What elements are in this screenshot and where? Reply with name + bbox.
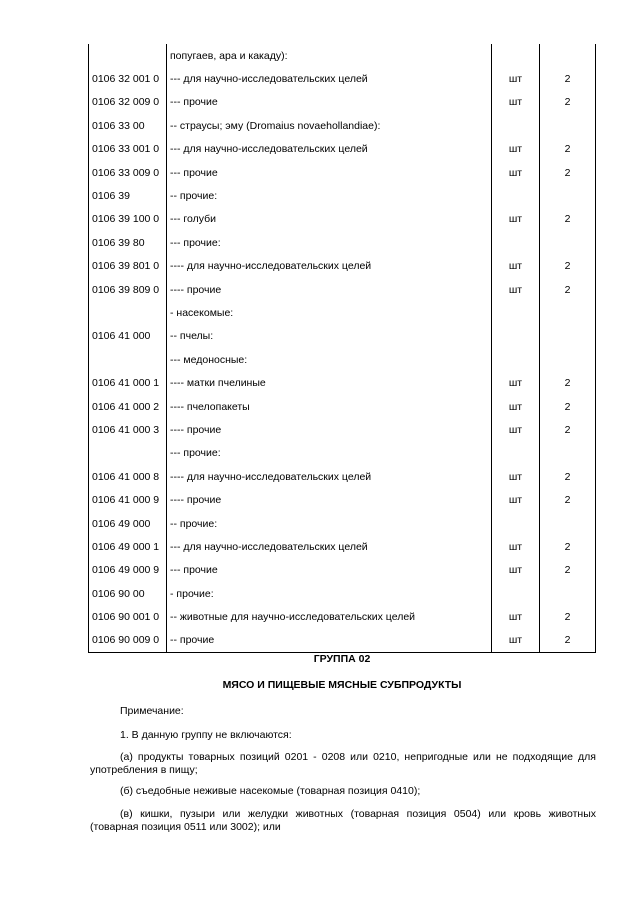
table-row — [89, 114, 596, 137]
table-row — [89, 161, 596, 184]
name-cell: -- прочие: — [167, 184, 492, 207]
unit-cell — [492, 348, 540, 371]
table-row — [89, 138, 596, 161]
code-cell: 0106 39 801 0 — [89, 255, 167, 278]
unit-cell: шт — [492, 605, 540, 628]
unit-cell: шт — [492, 418, 540, 441]
name-cell: ---- пчелопакеты — [167, 395, 492, 418]
unit-cell: шт — [492, 371, 540, 394]
unit-cell — [492, 184, 540, 207]
code-cell: 0106 49 000 1 — [89, 535, 167, 558]
group-title: МЯСО И ПИЩЕВЫЕ МЯСНЫЕ СУБПРОДУКТЫ — [222, 679, 462, 691]
qty-cell: 2 — [540, 465, 596, 488]
unit-cell: шт — [492, 629, 540, 653]
table-row — [89, 512, 596, 535]
unit-cell — [492, 231, 540, 254]
name-cell: -- страусы; эму (Dromaius novaehollandiae): — [167, 114, 492, 137]
group-heading: ГРУППА 02 — [313, 653, 371, 665]
note-item-1: 1. В данную группу не включаются: — [120, 729, 292, 741]
table-row — [89, 325, 596, 348]
name-cell: ---- прочие — [167, 278, 492, 301]
unit-cell — [492, 114, 540, 137]
table-row — [89, 582, 596, 605]
code-cell: 0106 39 80 — [89, 231, 167, 254]
name-cell: ---- прочие — [167, 488, 492, 511]
code-cell: 0106 41 000 1 — [89, 371, 167, 394]
qty-cell — [540, 582, 596, 605]
note-item-b: (б) съедобные неживые насекомые (товарная позиция 0410); — [120, 785, 421, 797]
table-row — [89, 605, 596, 628]
name-cell: --- прочие — [167, 91, 492, 114]
name-cell: ---- для научно-исследовательских целей — [167, 465, 492, 488]
unit-cell: шт — [492, 91, 540, 114]
qty-cell: 2 — [540, 418, 596, 441]
table-row — [89, 371, 596, 394]
name-cell: --- прочие — [167, 161, 492, 184]
table-row — [89, 418, 596, 441]
unit-cell: шт — [492, 278, 540, 301]
unit-cell — [492, 325, 540, 348]
code-cell: 0106 41 000 3 — [89, 418, 167, 441]
table-row — [89, 301, 596, 324]
unit-cell — [492, 582, 540, 605]
code-cell: 0106 90 001 0 — [89, 605, 167, 628]
name-cell: --- прочие — [167, 559, 492, 582]
code-cell: 0106 39 100 0 — [89, 208, 167, 231]
unit-cell: шт — [492, 138, 540, 161]
name-cell: --- прочие: — [167, 231, 492, 254]
code-cell: 0106 41 000 8 — [89, 465, 167, 488]
qty-cell — [540, 301, 596, 324]
name-cell: --- для научно-исследовательских целей — [167, 67, 492, 90]
table-row — [89, 44, 596, 67]
unit-cell — [492, 512, 540, 535]
table-row — [89, 67, 596, 90]
code-cell: 0106 49 000 — [89, 512, 167, 535]
name-cell: --- для научно-исследовательских целей — [167, 138, 492, 161]
code-cell: 0106 39 809 0 — [89, 278, 167, 301]
qty-cell: 2 — [540, 488, 596, 511]
name-cell: - насекомые: — [167, 301, 492, 324]
qty-cell: 2 — [540, 255, 596, 278]
code-cell — [89, 348, 167, 371]
unit-cell: шт — [492, 67, 540, 90]
unit-cell: шт — [492, 488, 540, 511]
code-cell: 0106 90 00 — [89, 582, 167, 605]
tariff-table — [88, 44, 596, 653]
name-cell: -- животные для научно-исследовательских целей — [167, 605, 492, 628]
qty-cell: 2 — [540, 138, 596, 161]
qty-cell: 2 — [540, 67, 596, 90]
unit-cell — [492, 442, 540, 465]
name-cell: ---- прочие — [167, 418, 492, 441]
code-cell: 0106 33 00 — [89, 114, 167, 137]
name-cell: -- пчелы: — [167, 325, 492, 348]
code-cell: 0106 41 000 9 — [89, 488, 167, 511]
table-row — [89, 559, 596, 582]
name-cell: --- голуби — [167, 208, 492, 231]
unit-cell — [492, 44, 540, 67]
qty-cell — [540, 44, 596, 67]
note-heading: Примечание: — [120, 705, 184, 717]
note-item-c: (в) кишки, пузыри или желудки животных (товарная позиция 0504) или кровь животных (товарная позиция 0511 или 3002); или — [90, 808, 596, 833]
code-cell: 0106 49 000 9 — [89, 559, 167, 582]
name-cell: ---- для научно-исследовательских целей — [167, 255, 492, 278]
code-cell: 0106 32 001 0 — [89, 67, 167, 90]
unit-cell: шт — [492, 161, 540, 184]
name-cell: попугаев, ара и какаду): — [167, 44, 492, 67]
table-row — [89, 231, 596, 254]
name-cell: -- прочие — [167, 629, 492, 653]
table-row — [89, 442, 596, 465]
table-row — [89, 395, 596, 418]
table-row — [89, 208, 596, 231]
qty-cell: 2 — [540, 371, 596, 394]
unit-cell: шт — [492, 255, 540, 278]
table-row — [89, 465, 596, 488]
name-cell: -- прочие: — [167, 512, 492, 535]
qty-cell — [540, 348, 596, 371]
code-cell: 0106 41 000 — [89, 325, 167, 348]
table-row — [89, 629, 596, 653]
unit-cell: шт — [492, 535, 540, 558]
qty-cell: 2 — [540, 395, 596, 418]
code-cell — [89, 44, 167, 67]
qty-cell — [540, 512, 596, 535]
qty-cell: 2 — [540, 605, 596, 628]
code-cell: 0106 33 001 0 — [89, 138, 167, 161]
name-cell: --- для научно-исследовательских целей — [167, 535, 492, 558]
code-cell: 0106 39 — [89, 184, 167, 207]
qty-cell — [540, 114, 596, 137]
name-cell: ---- матки пчелиные — [167, 371, 492, 394]
note-item-a: (а) продукты товарных позиций 0201 - 0208 или 0210, непригодные или не подходящие для употребления в пищу; — [90, 751, 596, 776]
qty-cell: 2 — [540, 629, 596, 653]
qty-cell: 2 — [540, 278, 596, 301]
tariff-table-body — [89, 44, 596, 653]
code-cell: 0106 32 009 0 — [89, 91, 167, 114]
qty-cell — [540, 325, 596, 348]
code-cell — [89, 301, 167, 324]
name-cell: --- прочие: — [167, 442, 492, 465]
code-cell: 0106 41 000 2 — [89, 395, 167, 418]
code-cell — [89, 442, 167, 465]
unit-cell: шт — [492, 208, 540, 231]
unit-cell: шт — [492, 465, 540, 488]
qty-cell — [540, 184, 596, 207]
table-row — [89, 348, 596, 371]
table-row — [89, 278, 596, 301]
qty-cell — [540, 231, 596, 254]
qty-cell: 2 — [540, 559, 596, 582]
name-cell: - прочие: — [167, 582, 492, 605]
table-row — [89, 488, 596, 511]
unit-cell: шт — [492, 559, 540, 582]
table-row — [89, 184, 596, 207]
qty-cell: 2 — [540, 535, 596, 558]
qty-cell: 2 — [540, 208, 596, 231]
unit-cell — [492, 301, 540, 324]
name-cell: --- медоносные: — [167, 348, 492, 371]
unit-cell: шт — [492, 395, 540, 418]
qty-cell: 2 — [540, 161, 596, 184]
table-row — [89, 91, 596, 114]
table-row — [89, 535, 596, 558]
table-row — [89, 255, 596, 278]
qty-cell: 2 — [540, 91, 596, 114]
code-cell: 0106 90 009 0 — [89, 629, 167, 653]
code-cell: 0106 33 009 0 — [89, 161, 167, 184]
qty-cell — [540, 442, 596, 465]
